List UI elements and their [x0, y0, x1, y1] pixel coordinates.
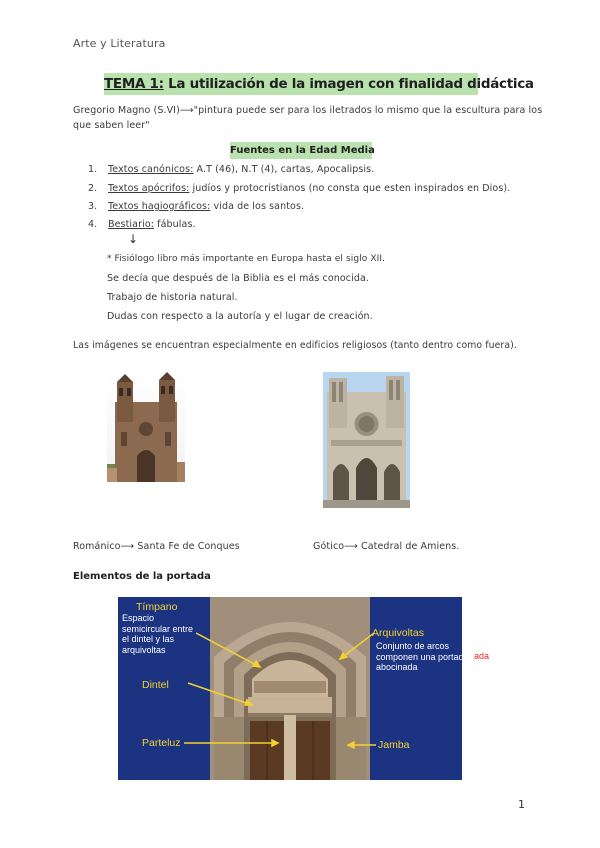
- list-item: [88, 183, 510, 194]
- title-prefix: TEMA 1:: [104, 76, 164, 92]
- list-desc: A.T (46), N.T (4), cartas, Apocalipsis.: [193, 164, 375, 175]
- note-line: Se decía que después de la Biblia es el más conocida.: [107, 273, 370, 284]
- amiens-cathedral-image: [323, 372, 410, 508]
- arquivoltas-desc: [376, 641, 469, 673]
- portal-diagram: [118, 597, 490, 780]
- list-item: [88, 219, 196, 230]
- list-item: [88, 164, 374, 175]
- page-number: 1: [518, 798, 525, 811]
- arquivoltas-red-text: ada: [474, 651, 490, 661]
- list-term: Bestiario:: [108, 219, 155, 230]
- parteluz-label: Parteluz: [142, 737, 181, 749]
- list-desc: vida de los santos.: [210, 201, 305, 212]
- note-line: Trabajo de historia natural.: [107, 292, 238, 303]
- list-term: Textos hagiográficos:: [108, 201, 211, 212]
- arquivoltas-desc-line: abocinada: [376, 662, 418, 672]
- arquivoltas-label: Arquivoltas: [372, 627, 424, 639]
- list-number: 1.: [88, 164, 98, 175]
- caption-romanesque: Románico⟶ Santa Fe de Conques: [73, 541, 240, 552]
- section-title: Fuentes en la Edad Media: [230, 142, 372, 159]
- list-item: [88, 201, 304, 212]
- list-term: Textos apócrifos:: [108, 183, 190, 194]
- dintel-label: Dintel: [142, 679, 169, 691]
- conques-church-image: [107, 372, 185, 482]
- title-rest: La utilización de la imagen con finalidad didáctica: [163, 76, 534, 92]
- list-number: 3.: [88, 201, 98, 212]
- caption-gothic: Gótico⟶ Catedral de Amiens.: [313, 541, 460, 552]
- arquivoltas-desc-line: Conjunto de arcos: [376, 641, 450, 651]
- arquivoltas-desc-line: componen una portada: [376, 651, 469, 662]
- timpano-desc-line: semicircular entre: [122, 623, 194, 634]
- images-paragraph: Las imágenes se encuentran especialmente en edificios religiosos (tanto dentro como fuera).: [73, 340, 517, 351]
- list-desc: fábulas.: [154, 219, 196, 230]
- list-term: Textos canónicos:: [108, 164, 194, 175]
- elements-title: Elementos de la portada: [73, 571, 211, 582]
- jamba-label: Jamba: [378, 739, 410, 751]
- timpano-desc-line: el dintel y las: [122, 634, 175, 644]
- quote-line-1: Gregorio Magno (S.VI)⟶"pintura puede ser para los iletrados lo mismo que la escultura para los: [73, 105, 543, 116]
- list-number: 2.: [88, 183, 98, 194]
- page-header: Arte y Literatura: [73, 37, 166, 50]
- list-desc: judíos y protocristianos (no consta que esten inspirados en Dios).: [189, 183, 511, 194]
- note-line: Dudas con respecto a la autoría y el lugar de creación.: [107, 311, 373, 322]
- timpano-desc-line: arquivoltas: [122, 644, 166, 655]
- timpano-desc-line: Espacio: [122, 613, 155, 623]
- timpano-label: Tímpano: [136, 601, 178, 613]
- arrow-down-icon: ↓: [128, 232, 139, 246]
- page-title: [104, 73, 534, 95]
- quote-line-2: que saben leer": [73, 120, 150, 131]
- list-number: 4.: [88, 219, 98, 230]
- timpano-desc: [122, 613, 193, 655]
- note-line: * Fisiólogo libro más importante en Europa hasta el siglo XII.: [107, 254, 386, 264]
